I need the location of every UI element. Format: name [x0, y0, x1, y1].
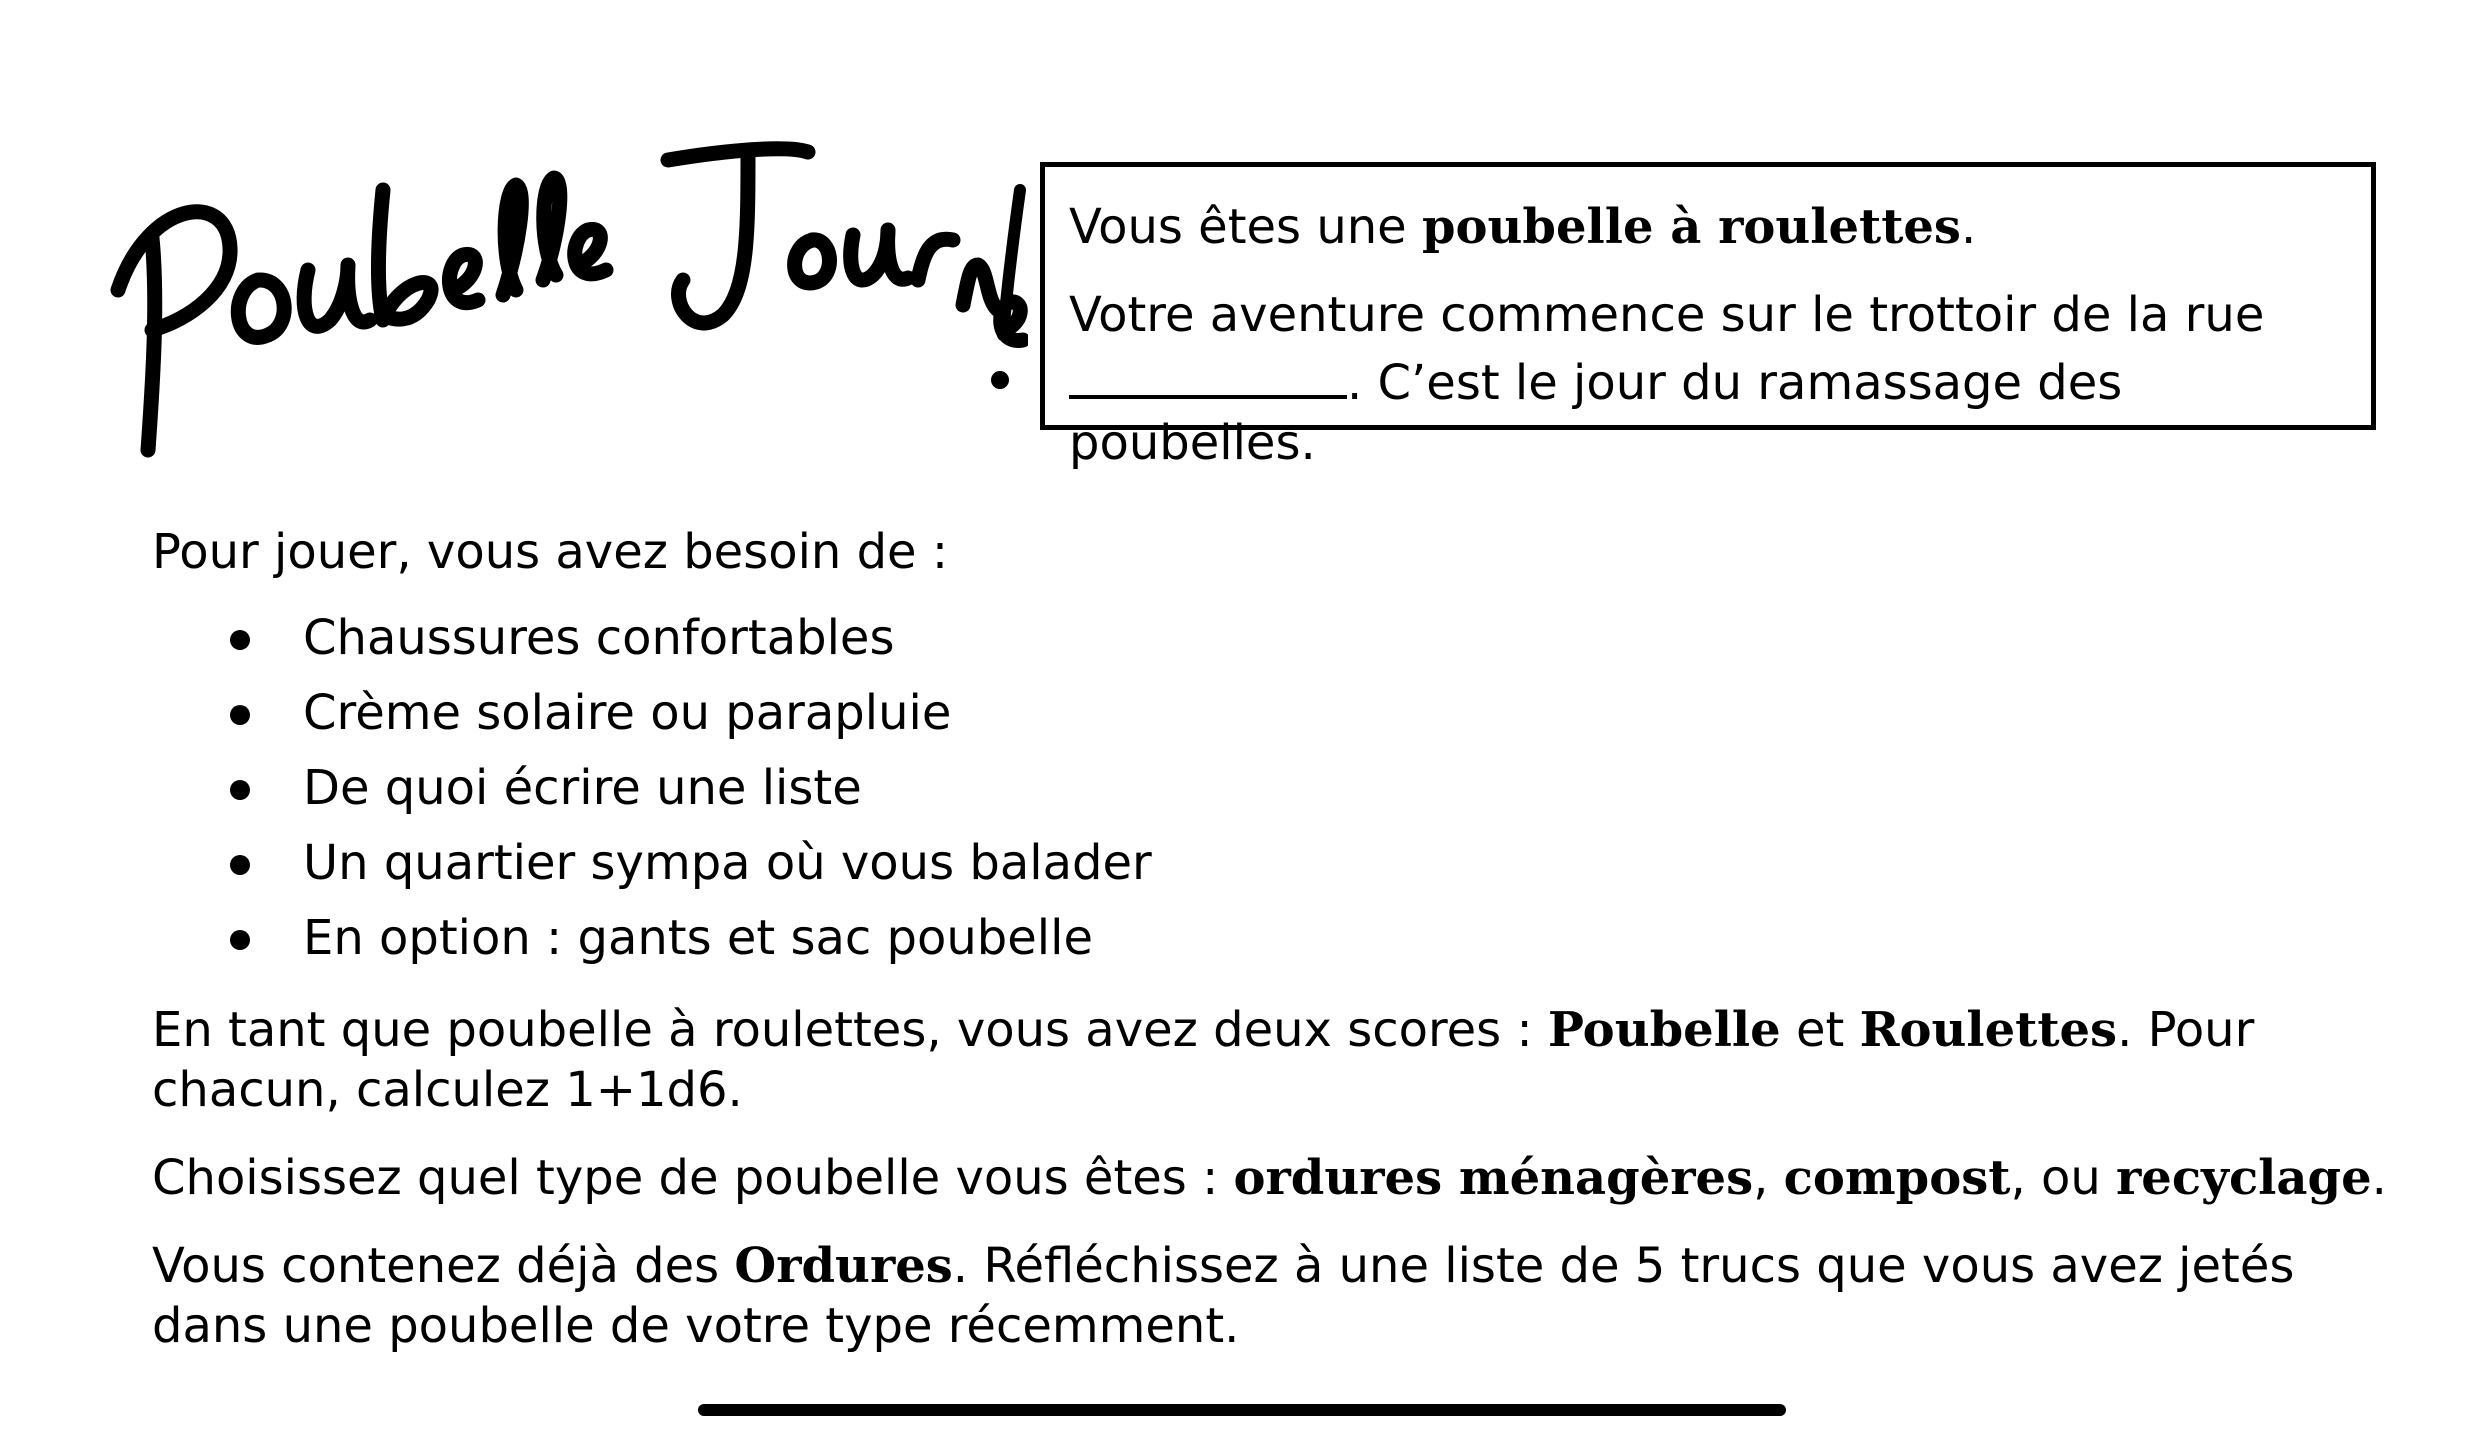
bottom-divider — [698, 1404, 1786, 1416]
needs-heading: Pour jouer, vous avez besoin de : — [152, 524, 949, 580]
list-item: Crème solaire ou parapluie — [152, 683, 2392, 743]
intro-line-2 — [1069, 285, 2345, 473]
paragraph-text: . Pour chacun, calculez 1+1d6. — [152, 1002, 2255, 1118]
paragraph-text: et — [1780, 1002, 1860, 1058]
score-name: Poubelle — [1547, 1002, 1781, 1058]
paragraph-text: Vous contenez déjà des — [152, 1238, 735, 1294]
title-logo — [108, 130, 1028, 460]
paragraph-text: . Réfléchissez à une liste de 5 trucs que vous avez jetés dans une poubelle de votre type récemment. — [152, 1238, 2295, 1354]
list-item: Chaussures confortables — [152, 608, 2392, 668]
fill-in-blank — [1069, 345, 1347, 399]
ordures-term: Ordures — [734, 1238, 953, 1294]
needs-list — [152, 608, 2392, 968]
intro-punctuation: . — [1960, 199, 1977, 255]
type-option: recyclage — [2116, 1150, 2372, 1206]
paragraph-text: , ou — [2010, 1150, 2116, 1206]
type-paragraph — [152, 1148, 2392, 1208]
paragraph-text: . — [2371, 1150, 2387, 1206]
ordures-paragraph — [152, 1236, 2392, 1356]
intro-box — [1040, 162, 2376, 471]
paragraph-text: Choisissez quel type de poubelle vous êtes : — [152, 1150, 1234, 1206]
rules-content — [152, 522, 2392, 1356]
list-item: Un quartier sympa où vous balader — [152, 833, 2392, 893]
list-item: De quoi écrire une liste — [152, 758, 2392, 818]
intro-bold-text: poubelle à roulettes — [1421, 199, 1961, 255]
intro-line-1 — [1069, 197, 2345, 257]
scores-paragraph — [152, 1000, 2392, 1120]
type-option: ordures ménagères — [1233, 1150, 1754, 1206]
handwritten-title-graphic — [108, 130, 1028, 460]
paragraph-text: En tant que poubelle à roulettes, vous avez deux scores : — [152, 1002, 1548, 1058]
intro-text: Vous êtes une — [1069, 199, 1422, 255]
paragraph-text: , — [1753, 1150, 1784, 1206]
score-name: Roulettes — [1859, 1002, 2118, 1058]
list-item: En option : gants et sac poubelle — [152, 908, 2392, 968]
intro-text: . C’est le jour du ramassage des poubelles. — [1069, 355, 2123, 471]
intro-text: Votre aventure commence sur le trottoir de la rue — [1069, 287, 2265, 343]
type-option: compost — [1783, 1150, 2011, 1206]
